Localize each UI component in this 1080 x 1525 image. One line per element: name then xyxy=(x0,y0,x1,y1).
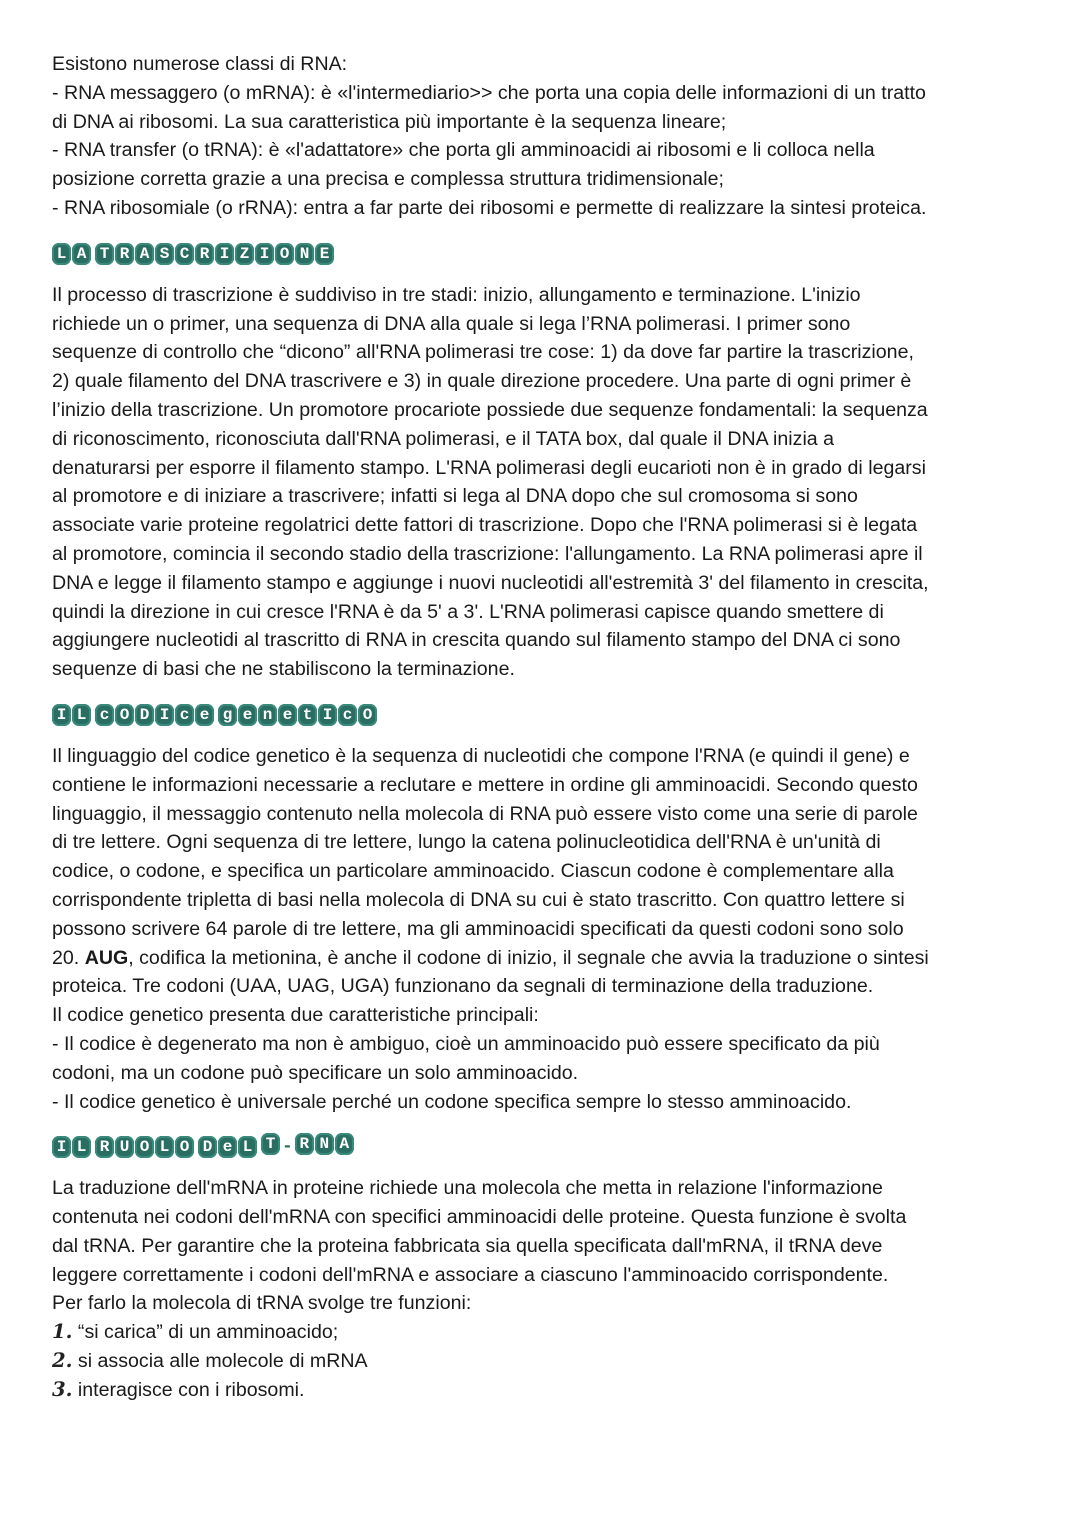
heading-letter-tile: T xyxy=(95,243,114,265)
heading-letter-tile: I xyxy=(155,704,174,726)
heading-letter-tile: R xyxy=(195,243,214,265)
heading-letter-tile: I xyxy=(318,704,337,726)
heading-letter-tile: R xyxy=(95,1136,114,1158)
heading-word xyxy=(95,243,334,265)
heading-letter-tile: O xyxy=(115,704,134,726)
text-line-with-bold xyxy=(52,944,1028,973)
text-line: codice, o codone, e specifica un particolare amminoacido. Ciascun codone è complementare alla xyxy=(52,860,894,883)
list-number: 2. xyxy=(52,1349,73,1373)
heading-letter-tile: c xyxy=(338,704,357,726)
text-line: Il codice genetico presenta due caratteristiche principali: xyxy=(52,1004,539,1027)
heading-letter-tile: n xyxy=(258,704,277,726)
list-item-text: si associa alle molecole di mRNA xyxy=(77,1350,368,1373)
text-line: linguaggio, il messaggio contenuto nella molecola di RNA può essere visto come una serie di parole xyxy=(52,802,918,825)
intro-paragraph xyxy=(52,50,1028,223)
heading-letter-tile: A xyxy=(335,1133,354,1155)
bold-term-aug: AUG xyxy=(84,946,129,969)
heading-letter-tile: N xyxy=(315,1133,334,1155)
heading-word xyxy=(52,243,91,265)
ruolo-trna-paragraph xyxy=(52,1174,1028,1318)
text-line: - Il codice genetico è universale perché un codone specifica sempre lo stesso amminoacido. xyxy=(52,1090,852,1113)
text-line: leggere correttamente i codoni dell'mRNA e associare a ciascuno l'amminoacido corrispondente. xyxy=(52,1263,889,1286)
heading-letter-tile: e xyxy=(278,704,297,726)
heading-letter-tile: t xyxy=(298,704,317,726)
heading-letter-tile: L xyxy=(238,1136,257,1158)
heading-word xyxy=(261,1133,354,1162)
text-fragment: 20. xyxy=(52,946,85,969)
text-line: sequenze di basi che ne stabiliscono la terminazione. xyxy=(52,658,515,681)
heading-letter-tile: e xyxy=(238,704,257,726)
text-line: proteica. Tre codoni (UAA, UAG, UGA) funzionano da segnali di terminazione della traduzione. xyxy=(52,975,874,998)
text-line: dal tRNA. Per garantire che la proteina fabbricata sia quella specificata dall'mRNA, il tRNA deve xyxy=(52,1234,883,1257)
heading-letter-tile: e xyxy=(195,704,214,726)
codice-genetico-paragraph xyxy=(52,742,1028,1116)
text-line: al promotore e di iniziare a trascrivere; infatti si lega al DNA dopo che sul cromosoma si sono xyxy=(52,485,858,508)
text-line: associate varie proteine regolatrici dette fattori di trascrizione. Dopo che l'RNA polimerasi si è legata xyxy=(52,514,918,537)
text-line: quindi la direzione in cui cresce l'RNA è da 5' a 3'. L'RNA polimerasi capisce quando smettere di xyxy=(52,600,884,623)
text-line: posizione corretta grazie a una precisa e complessa struttura tridimensionale; xyxy=(52,168,724,191)
text-line: - RNA messaggero (o mRNA): è «l'intermediario>> che porta una copia delle informazioni di un tratto xyxy=(52,81,926,104)
heading-letter-tile: c xyxy=(175,704,194,726)
text-line: - Il codice è degenerato ma non è ambiguo, cioè un amminoacido può essere specificato da più xyxy=(52,1032,880,1055)
heading-letter-tile: S xyxy=(155,243,174,265)
heading-letter-tile: c xyxy=(95,704,114,726)
heading-letter-tile: N xyxy=(295,243,314,265)
heading-word xyxy=(95,1136,194,1158)
text-line: - RNA ribosomiale (o rRNA): entra a far parte dei ribosomi e permette di realizzare la sintesi proteica. xyxy=(52,196,927,219)
heading-letter-tile: D xyxy=(198,1136,217,1158)
text-line: codoni, ma un codone può specificare un solo amminoacido. xyxy=(52,1061,579,1084)
heading-letter-tile: Z xyxy=(235,243,254,265)
section-heading-trascrizione xyxy=(52,239,1028,269)
text-line: contiene le informazioni necessarie a reclutare e mettere in ordine gli amminoacidi. Secondo questo xyxy=(52,773,918,796)
heading-letter-tile: e xyxy=(218,1136,237,1158)
text-line: Il processo di trascrizione è suddiviso in tre stadi: inizio, allungamento e terminazione. L'inizio xyxy=(52,283,861,306)
text-line: di tre lettere. Ogni sequenza di tre lettere, lungo la catena polinucleotidica dell'RNA è un'unità di xyxy=(52,831,881,854)
heading-letter-tile: L xyxy=(72,1136,91,1158)
heading-letter-tile: C xyxy=(175,243,194,265)
text-line: contenuta nei codoni dell'mRNA con specifici amminoacidi delle proteine. Questa funzione è svolta xyxy=(52,1206,907,1229)
section-heading-codice-genetico xyxy=(52,700,1028,730)
heading-letter-tile: L xyxy=(52,243,71,265)
list-number: 3. xyxy=(52,1377,73,1401)
text-line: Il linguaggio del codice genetico è la sequenza di nucleotidi che compone l'RNA (e quindi il gene) e xyxy=(52,744,910,767)
text-line: sequenze di controllo che “dicono” all'RNA polimerasi tre cose: 1) da dove far partire la trascrizione, xyxy=(52,341,914,364)
heading-dash: - xyxy=(282,1136,293,1157)
heading-letter-tile: R xyxy=(295,1133,314,1155)
text-line: aggiungere nucleotidi al trascritto di RNA in crescita quando sul filamento stampo del DNA ci sono xyxy=(52,629,901,652)
text-line: denaturarsi per esporre il filamento stampo. L'RNA polimerasi degli eucarioti non è in grado di legarsi xyxy=(52,456,926,479)
text-line: DNA e legge il filamento stampo e aggiunge i nuovi nucleotidi all'estremità 3' del filamento in crescita, xyxy=(52,571,929,594)
heading-letter-tile: L xyxy=(72,704,91,726)
heading-letter-tile: A xyxy=(72,243,91,265)
heading-word xyxy=(52,1136,91,1158)
heading-word xyxy=(95,704,214,726)
section-heading-ruolo-trna xyxy=(52,1132,1028,1162)
heading-letter-tile: I xyxy=(255,243,274,265)
heading-letter-tile: I xyxy=(52,1136,71,1158)
text-line: possono scrivere 64 parole di tre lettere, ma gli amminoacidi specificati da questi codoni sono solo xyxy=(52,917,904,940)
trascrizione-paragraph xyxy=(52,281,1028,684)
text-line: 2) quale filamento del DNA trascrivere e 3) in quale direzione procedere. Una parte di ogni primer è xyxy=(52,370,912,393)
heading-letter-tile: T xyxy=(261,1133,280,1155)
text-line: La traduzione dell'mRNA in proteine richiede una molecola che metta in relazione l'informazione xyxy=(52,1177,883,1200)
heading-word xyxy=(52,704,91,726)
text-line: Per farlo la molecola di tRNA svolge tre funzioni: xyxy=(52,1292,472,1315)
text-line: di DNA ai ribosomi. La sua caratteristica più importante è la sequenza lineare; xyxy=(52,110,727,133)
list-item xyxy=(52,1347,1028,1376)
list-item xyxy=(52,1318,1028,1347)
list-item xyxy=(52,1376,1028,1405)
list-number: 1. xyxy=(52,1320,73,1344)
heading-letter-tile: g xyxy=(218,704,237,726)
heading-letter-tile: I xyxy=(215,243,234,265)
heading-letter-tile: O xyxy=(175,1136,194,1158)
list-item-text: interagisce con i ribosomi. xyxy=(77,1378,305,1401)
function-list xyxy=(52,1318,1028,1404)
text-line: l’inizio della trascrizione. Un promotore procariote possiede due sequenze fondamentali: la sequenza xyxy=(52,398,928,421)
heading-letter-tile: E xyxy=(315,243,334,265)
heading-letter-tile: U xyxy=(115,1136,134,1158)
list-item-text: “si carica” di un amminoacido; xyxy=(77,1321,339,1344)
heading-letter-tile: L xyxy=(155,1136,174,1158)
heading-letter-tile: O xyxy=(275,243,294,265)
text-line: di riconoscimento, riconosciuta dall'RNA polimerasi, e il TATA box, dal quale il DNA inizia a xyxy=(52,427,835,450)
heading-letter-tile: I xyxy=(52,704,71,726)
heading-letter-tile: R xyxy=(115,243,134,265)
text-line: - RNA transfer (o tRNA): è «l'adattatore» che porta gli amminoacidi ai ribosomi e li colloca nella xyxy=(52,139,875,162)
text-line: al promotore, comincia il secondo stadio della trascrizione: l'allungamento. La RNA polimerasi apre il xyxy=(52,542,923,565)
heading-letter-tile: O xyxy=(358,704,377,726)
heading-letter-tile: O xyxy=(135,1136,154,1158)
text-line: Esistono numerose classi di RNA: xyxy=(52,53,348,75)
heading-letter-tile: A xyxy=(135,243,154,265)
text-fragment: , codifica la metionina, è anche il codone di inizio, il segnale che avvia la traduzione o sintesi xyxy=(128,946,929,969)
text-line: corrispondente tripletta di basi nella molecola di DNA su cui è stato trascritto. Con quattro lettere si xyxy=(52,888,905,911)
heading-word xyxy=(198,1136,257,1158)
text-line: richiede un o primer, una sequenza di DNA alla quale si lega l’RNA polimerasi. I primer sono xyxy=(52,312,851,335)
heading-letter-tile: D xyxy=(135,704,154,726)
heading-word xyxy=(218,704,377,726)
